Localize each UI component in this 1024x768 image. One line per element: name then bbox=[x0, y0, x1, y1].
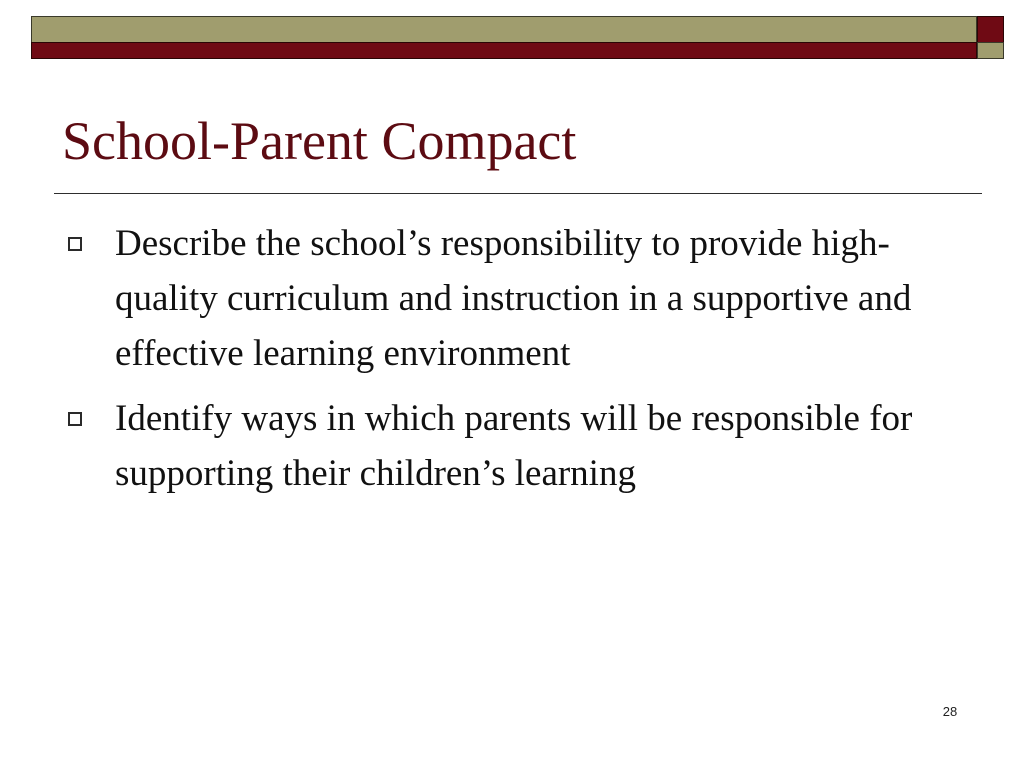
header-olive-bar bbox=[31, 16, 977, 43]
header-olive-square bbox=[977, 42, 1004, 59]
bullet-text: Identify ways in which parents will be responsible for supporting their children’s learning bbox=[115, 398, 913, 494]
header-maroon-square bbox=[977, 16, 1004, 43]
bullet-item bbox=[62, 216, 982, 381]
bullet-item bbox=[62, 391, 982, 501]
bullet-list bbox=[62, 216, 982, 511]
page-number: 28 bbox=[942, 704, 958, 719]
hollow-square-bullet-icon bbox=[68, 412, 82, 426]
title-divider bbox=[54, 193, 982, 194]
hollow-square-bullet-icon bbox=[68, 237, 82, 251]
bullet-text: Describe the school’s responsibility to provide high-quality curriculum and instruction in a supportive and effective learning environment bbox=[115, 223, 912, 374]
slide-title: School-Parent Compact bbox=[62, 111, 577, 171]
header-maroon-bar bbox=[31, 42, 977, 59]
